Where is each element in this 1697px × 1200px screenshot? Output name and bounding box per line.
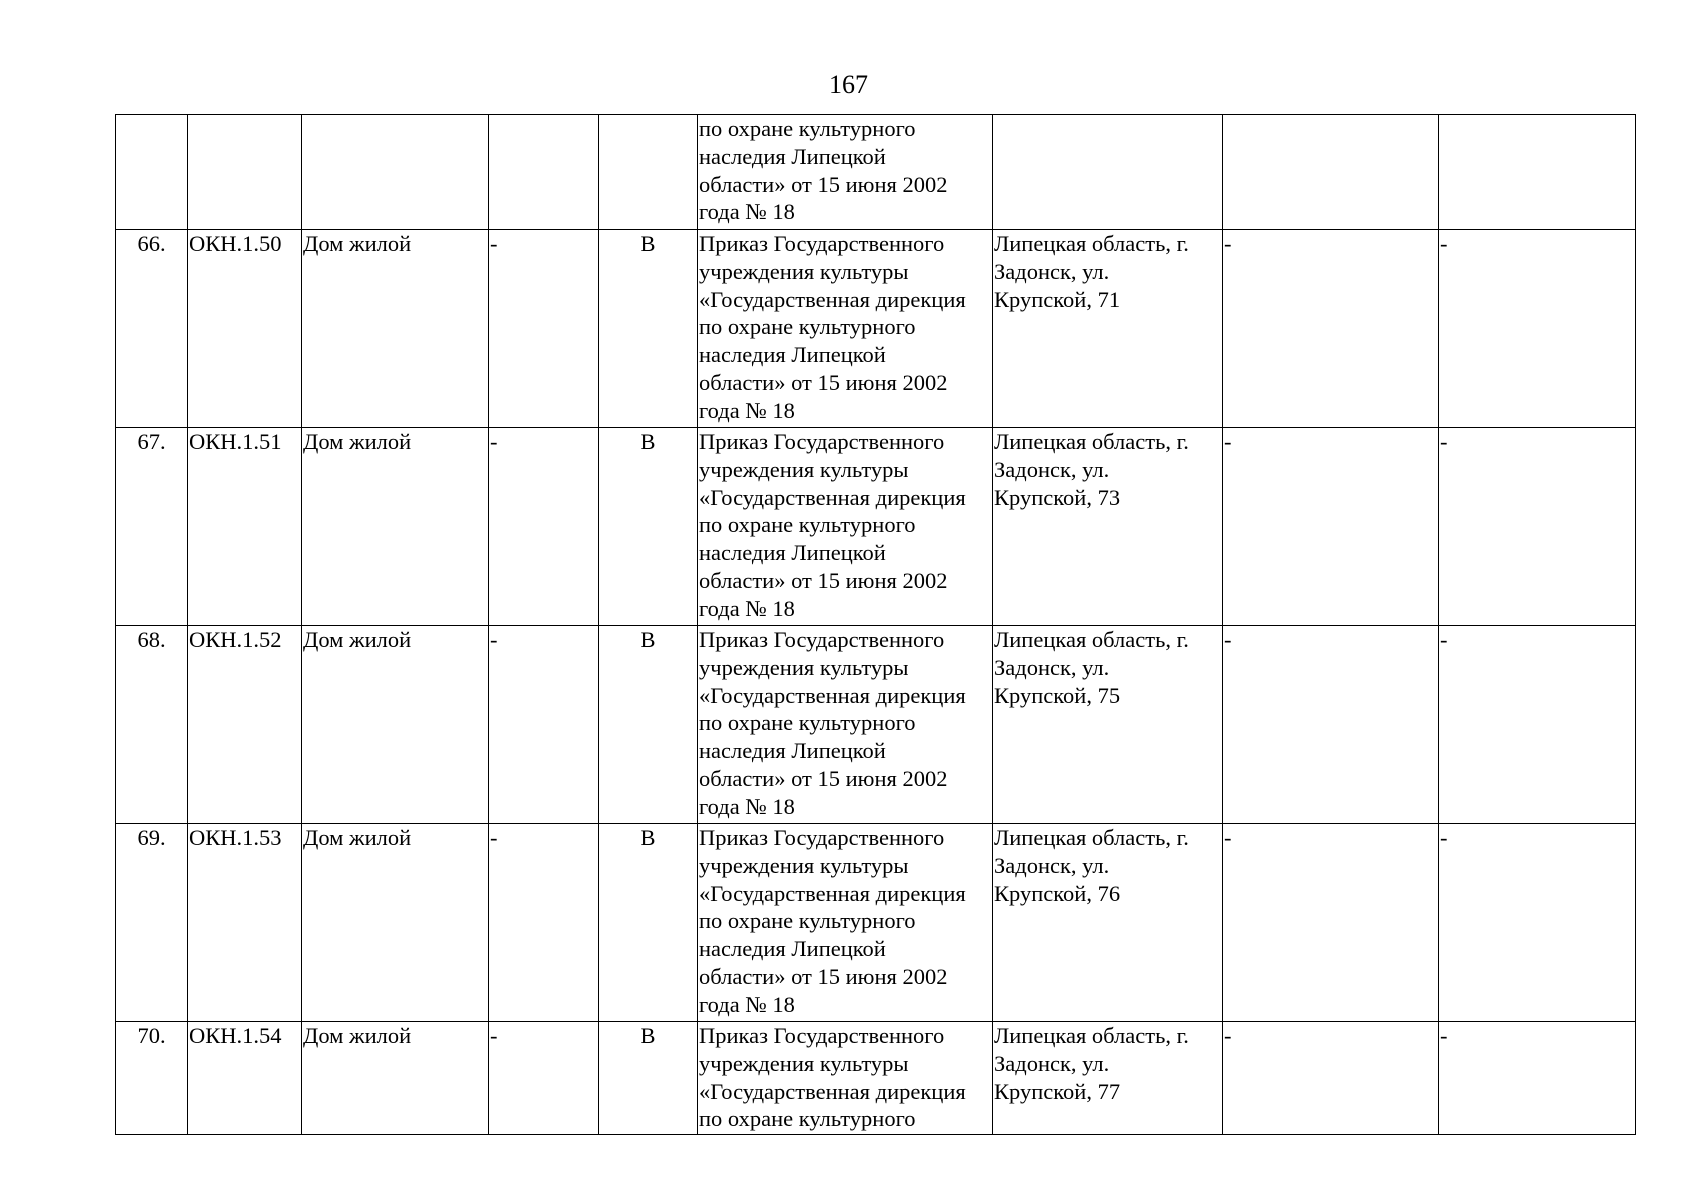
document-line: по охране культурного [699, 1106, 916, 1132]
document-line: года № 18 [699, 595, 795, 621]
address-line: Крупской, 77 [994, 1078, 1121, 1104]
cell-document [698, 230, 993, 428]
cell-address [993, 824, 1223, 1022]
address-line: Крупской, 71 [994, 286, 1121, 312]
document-line: «Государственная дирекция [699, 682, 966, 708]
cell-col4: - [489, 626, 599, 824]
cell-col8: - [1223, 428, 1439, 626]
address-line: Липецкая область, г. [994, 825, 1189, 850]
cell-document [698, 626, 993, 824]
document-line: по охране культурного [699, 710, 916, 736]
cell-col9: - [1439, 230, 1636, 428]
cell-num: 68. [116, 626, 188, 824]
cell-category: В [599, 1022, 698, 1135]
page-number: 167 [829, 70, 868, 99]
cell-category: В [599, 626, 698, 824]
address-line: Крупской, 73 [994, 484, 1121, 510]
cell-col8: - [1223, 1022, 1439, 1135]
heritage-registry-table [115, 114, 1636, 1135]
cell-col4 [489, 115, 599, 230]
cell-category: В [599, 824, 698, 1022]
table-row [116, 824, 1636, 1022]
document-line: Приказ Государственного [699, 429, 945, 454]
cell-name: Дом жилой [302, 626, 489, 824]
cell-address [993, 428, 1223, 626]
table-row-continuation [116, 115, 1636, 230]
cell-num: 67. [116, 428, 188, 626]
cell-num: 69. [116, 824, 188, 1022]
cell-col4: - [489, 824, 599, 1022]
document-line: учреждения культуры [699, 456, 909, 482]
cell-document [698, 115, 993, 230]
address-line: Задонск, ул. [994, 852, 1110, 878]
cell-address [993, 1022, 1223, 1135]
document-line: «Государственная дирекция [699, 880, 966, 906]
address-line: Липецкая область, г. [994, 627, 1189, 652]
document-line: Приказ Государственного [699, 1023, 945, 1048]
document-line: области» от 15 июня 2002 [699, 567, 948, 593]
address-line: Липецкая область, г. [994, 1023, 1189, 1048]
document-line: наследия Липецкой [699, 540, 886, 566]
document-line: по охране культурного [699, 512, 916, 538]
cell-category: В [599, 230, 698, 428]
document-line: по охране культурного [699, 314, 916, 340]
cell-code: ОКН.1.50 [188, 230, 302, 428]
document-line: «Государственная дирекция [699, 286, 966, 312]
document-line: года № 18 [699, 199, 795, 225]
cell-category [599, 115, 698, 230]
document-line: области» от 15 июня 2002 [699, 369, 948, 395]
cell-col9: - [1439, 824, 1636, 1022]
cell-document [698, 428, 993, 626]
document-line: года № 18 [699, 991, 795, 1017]
document-line: Приказ Государственного [699, 627, 945, 652]
cell-code: ОКН.1.52 [188, 626, 302, 824]
document-line: Приказ Государственного [699, 825, 945, 850]
address-line: Крупской, 75 [994, 682, 1121, 708]
cell-num [116, 115, 188, 230]
cell-document [698, 824, 993, 1022]
table-row [116, 428, 1636, 626]
cell-num: 66. [116, 230, 188, 428]
cell-name: Дом жилой [302, 1022, 489, 1135]
document-line: наследия Липецкой [699, 143, 886, 169]
cell-col8 [1223, 115, 1439, 230]
cell-col4: - [489, 230, 599, 428]
document-line: наследия Липецкой [699, 936, 886, 962]
cell-col4: - [489, 1022, 599, 1135]
address-line: Задонск, ул. [994, 1050, 1110, 1076]
cell-col9: - [1439, 428, 1636, 626]
document-line: наследия Липецкой [699, 738, 886, 764]
cell-code: ОКН.1.53 [188, 824, 302, 1022]
cell-address [993, 115, 1223, 230]
document-line: области» от 15 июня 2002 [699, 171, 948, 197]
cell-code: ОКН.1.54 [188, 1022, 302, 1135]
table-row [116, 230, 1636, 428]
cell-num: 70. [116, 1022, 188, 1135]
cell-document [698, 1022, 993, 1135]
address-line: Задонск, ул. [994, 258, 1110, 284]
cell-category: В [599, 428, 698, 626]
cell-col9: - [1439, 1022, 1636, 1135]
document-line: Приказ Государственного [699, 231, 945, 256]
cell-code [188, 115, 302, 230]
document-line: учреждения культуры [699, 852, 909, 878]
address-line: Крупской, 76 [994, 880, 1121, 906]
table-row [116, 626, 1636, 824]
address-line: Липецкая область, г. [994, 231, 1189, 256]
cell-col9 [1439, 115, 1636, 230]
cell-code: ОКН.1.51 [188, 428, 302, 626]
cell-col4: - [489, 428, 599, 626]
address-line: Задонск, ул. [994, 654, 1110, 680]
document-line: «Государственная дирекция [699, 1078, 966, 1104]
document-line: учреждения культуры [699, 1050, 909, 1076]
cell-name: Дом жилой [302, 428, 489, 626]
address-line: Липецкая область, г. [994, 429, 1189, 454]
document-line: года № 18 [699, 793, 795, 819]
document-line: наследия Липецкой [699, 342, 886, 368]
table-row [116, 1022, 1636, 1135]
document-line: учреждения культуры [699, 654, 909, 680]
cell-address [993, 626, 1223, 824]
document-line: учреждения культуры [699, 258, 909, 284]
document-line: «Государственная дирекция [699, 484, 966, 510]
cell-name [302, 115, 489, 230]
document-line: по охране культурного [699, 908, 916, 934]
cell-col9: - [1439, 626, 1636, 824]
cell-address [993, 230, 1223, 428]
document-line: года № 18 [699, 397, 795, 423]
cell-name: Дом жилой [302, 230, 489, 428]
cell-col8: - [1223, 626, 1439, 824]
document-line: области» от 15 июня 2002 [699, 765, 948, 791]
document-line: по охране культурного [699, 116, 916, 141]
cell-name: Дом жилой [302, 824, 489, 1022]
cell-col8: - [1223, 230, 1439, 428]
document-line: области» от 15 июня 2002 [699, 963, 948, 989]
cell-col8: - [1223, 824, 1439, 1022]
address-line: Задонск, ул. [994, 456, 1110, 482]
